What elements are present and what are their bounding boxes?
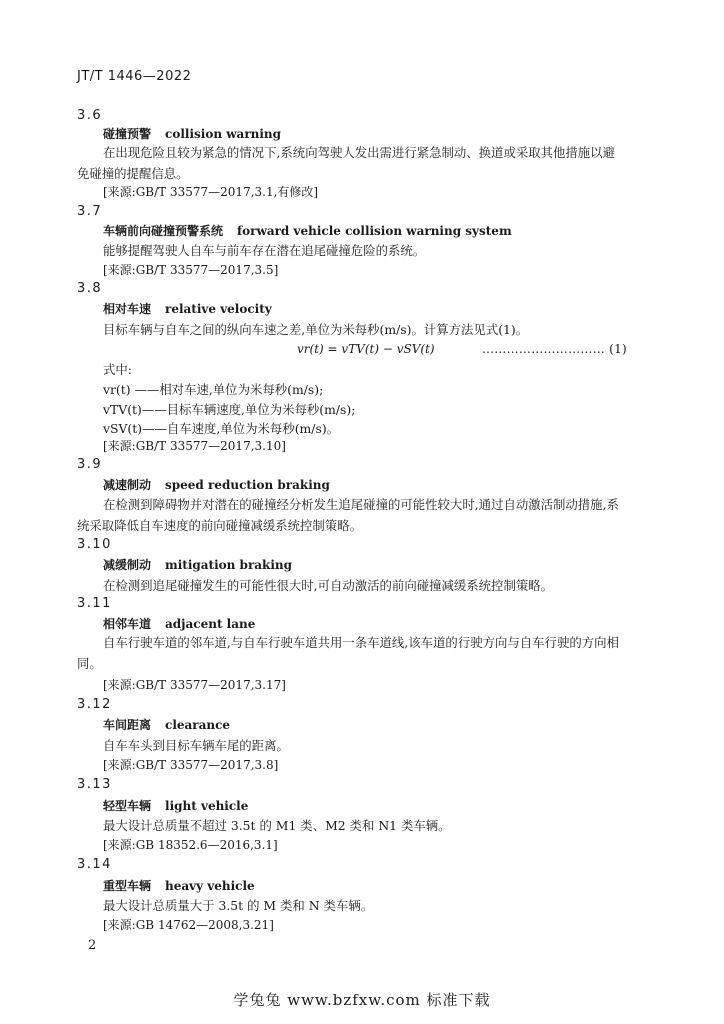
where-label: 式中:: [103, 362, 132, 377]
term-chinese: 减缓制动: [103, 558, 152, 572]
definition-text: 目标车辆与自车之间的纵向车速之差,单位为米每秒(m/s)。计算方法见式(1)。: [103, 322, 529, 337]
formula: vr(t) = vTV(t) − vSV(t): [297, 342, 435, 356]
section-number: 3.13: [77, 777, 112, 792]
variable-definition: vr(t) ——相对车速,单位为米每秒(m/s);: [103, 382, 324, 397]
term-chinese: 减速制动: [103, 478, 152, 492]
document-code: JT/T 1446—2022: [77, 69, 192, 84]
definition-text: 自车行驶车道的邻车道,与自车行驶车道共用一条车道线,该车道的行驶方向与自车行驶的方向相同。: [77, 635, 619, 671]
term-english: heavy vehicle: [165, 879, 255, 893]
term-heading: [103, 615, 255, 632]
term-english: adjacent lane: [165, 617, 256, 631]
term-heading: [103, 300, 272, 317]
variable-definition: vSV(t)——自车速度,单位为米每秒(m/s)。: [103, 421, 340, 436]
term-chinese: 轻型车辆: [103, 799, 152, 813]
term-chinese: 碰撞预警: [103, 127, 152, 141]
definition-text: 在检测到障碍物并对潜在的碰撞经分析发生追尾碰撞的可能性较大时,通过自动激活制动措施,系统采取降低自车速度的前向碰撞减缓系统控制策略。: [77, 497, 619, 533]
source-reference: [来源:GB/T 33577—2017,3.17]: [103, 678, 286, 692]
term-english: collision warning: [165, 127, 282, 141]
section-number: 3.8: [77, 281, 103, 296]
term-heading: [103, 877, 255, 894]
definition-text: 最大设计总质量不超过 3.5t 的 M1 类、M2 类和 N1 类车辆。: [103, 818, 451, 833]
definition-text: 在出现危险且较为紧急的情况下,系统向驾驶人发出需进行紧急制动、换道或采取其他措施以避免碰撞的提醒信息。: [77, 145, 615, 181]
term-chinese: 车间距离: [103, 718, 152, 732]
term-heading: [103, 476, 330, 493]
source-reference: [来源:GB 14762—2008,3.21]: [103, 918, 274, 932]
term-heading: [103, 125, 281, 142]
source-reference: [来源:GB/T 33577—2017,3.5]: [103, 263, 279, 277]
definition-text: 能够提醒驾驶人自车与前车存在潜在追尾碰撞危险的系统。: [103, 243, 426, 258]
section-number: 3.10: [77, 537, 112, 552]
source-reference: [来源:GB/T 33577—2017,3.10]: [103, 439, 286, 453]
section-number: 3.11: [77, 596, 112, 611]
definition-text: 最大设计总质量大于 3.5t 的 M 类和 N 类车辆。: [103, 898, 374, 913]
source-reference: [来源:GB/T 33577—2017,3.8]: [103, 758, 279, 772]
term-chinese: 相邻车道: [103, 617, 152, 631]
term-english: clearance: [165, 718, 231, 732]
section-number: 3.9: [77, 457, 103, 472]
page-number: 2: [88, 938, 97, 953]
term-heading: [103, 556, 292, 573]
section-number: 3.7: [77, 204, 103, 219]
term-english: relative velocity: [165, 302, 272, 316]
term-chinese: 相对车速: [103, 302, 152, 316]
source-reference: [来源:GB/T 33577—2017,3.1,有修改]: [103, 185, 319, 199]
section-number: 3.12: [77, 697, 112, 712]
term-english: light vehicle: [165, 799, 249, 813]
formula-number: ………………………… (1): [482, 342, 628, 356]
term-chinese: 车辆前向碰撞预警系统: [103, 224, 224, 238]
source-reference: [来源:GB 18352.6—2016,3.1]: [103, 838, 278, 852]
section-number: 3.6: [77, 108, 103, 123]
watermark-footer: 学兔兔 www.bzfxw.com 标准下载: [233, 991, 491, 1009]
definition-text: 在检测到追尾碰撞发生的可能性很大时,可自动激活的前向碰撞减缓系统控制策略。: [103, 578, 554, 593]
term-chinese: 重型车辆: [103, 879, 152, 893]
term-english: forward vehicle collision warning system: [237, 224, 512, 238]
term-heading: [103, 716, 230, 733]
term-heading: [103, 797, 248, 814]
definition-text: 自车车头到目标车辆车尾的距离。: [103, 738, 289, 753]
term-english: speed reduction braking: [165, 478, 330, 492]
term-heading: [103, 222, 512, 239]
variable-definition: vTV(t)——目标车辆速度,单位为米每秒(m/s);: [103, 402, 356, 417]
section-number: 3.14: [77, 857, 112, 872]
term-english: mitigation braking: [165, 558, 293, 572]
